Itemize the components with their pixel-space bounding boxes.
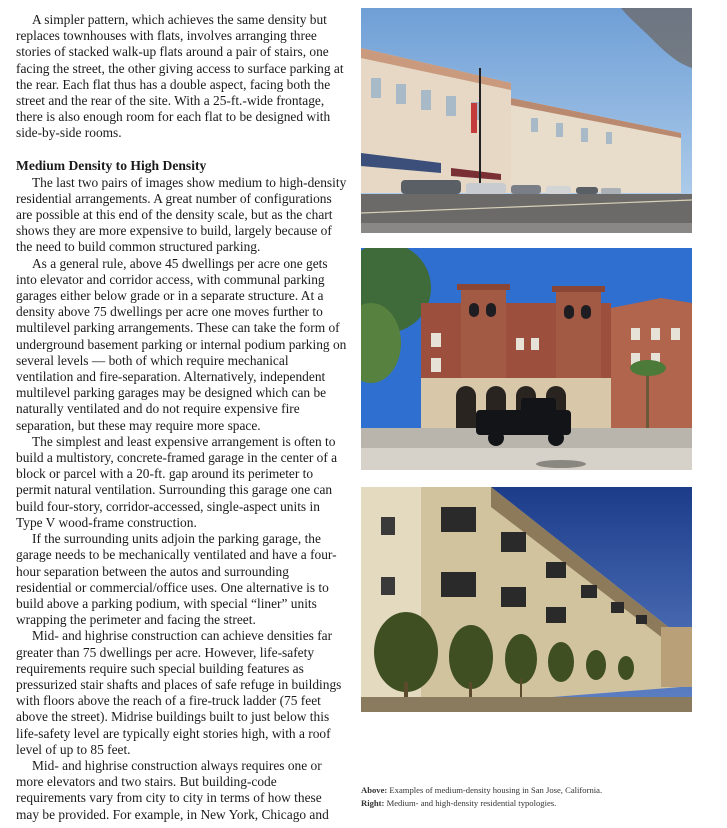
paragraph-density-intro: The last two pairs of images show medium to high-density residential arrangements. A great number of configurations are possible at this end of the density scale, but as the chart shows they are more expensive to build, largely because of the need to build common structured parking. <box>16 174 347 255</box>
caption-above <box>361 784 692 797</box>
caption-above-label: Above: <box>361 785 388 795</box>
photo-street-mixed-use <box>361 8 692 233</box>
photo-brick-towers <box>361 248 692 470</box>
caption-right <box>361 797 692 810</box>
paragraph-general-rule: As a general rule, above 45 dwellings per acre one gets into elevator and corridor access, with communal parking garages either below grade or in a separate structure. At a density above 75 dwellings per acre one moves further to multilevel parking arrangements. These can take the form of underground basement parking or internal podium parking on several levels — both of which require mechanical ventilation and fire-separation. Alternatively, independent multilevel parking garages may be designed which can be naturally ventilated and do not require expensive fire separation, but these may require more space. <box>16 255 347 433</box>
figure-caption <box>361 784 692 810</box>
photo-modern-highrise <box>361 487 692 712</box>
body-text-column <box>16 12 348 823</box>
paragraph-simplest-arrangement: The simplest and least expensive arrangement is often to build a multistory, concrete-framed garage in the center of a block or parcel with a 20-ft. gap around its perimeter to permit natural ventilation. Surrounding this garage one can build four-story, corridor-accessed, single-aspect units in Type V wood-frame construction. <box>16 433 338 530</box>
paragraph-simpler-pattern: A simpler pattern, which achieves the same density but replaces townhouses with flats, involves arranging three stories of stacked walk-up flats around a pair of stairs, one facing the street, the other giving access to surface parking at the rear. Each flat thus has a double aspect, facing both the street and the rear of the site. With a 25-ft.-wide frontage, there is also enough room for each flat to be designed with side-by-side rooms. <box>16 12 344 141</box>
paragraph-midrise-highrise: Mid- and highrise construction can achieve densities far greater than 75 dwellings per acre. However, life-safety requirements require such special building features as pressurized stair shafts and places of safe refuge in buildings with floors above the reach of a fire-truck ladder (75 feet above the street). Midrise buildings built to just below this life-safety level are typically eight stories high, with a roof level of up to 85 feet. <box>16 628 342 757</box>
paragraph-adjoining-units: If the surrounding units adjoin the parking garage, the garage needs to be mechanically ventilated and have a four-hour separation between the autos and surrounding residential or commercial/office uses. One alternative is to build above a parking podium, with special “liner” units wrapping the perimeter and facing the street. <box>16 531 337 628</box>
caption-right-text: Medium- and high-density residential typologies. <box>386 798 557 808</box>
caption-right-label: Right: <box>361 798 385 808</box>
section-heading: Medium Density to High Density <box>16 157 207 173</box>
paragraph-elevators-stairs: Mid- and highrise construction always requires one or more elevators and two stairs. But building-code requirements vary from city to city in terms of how these may be provided. For example, in New York, Chicago and <box>16 757 329 822</box>
caption-above-text: Examples of medium-density housing in San Jose, California. <box>389 785 603 795</box>
